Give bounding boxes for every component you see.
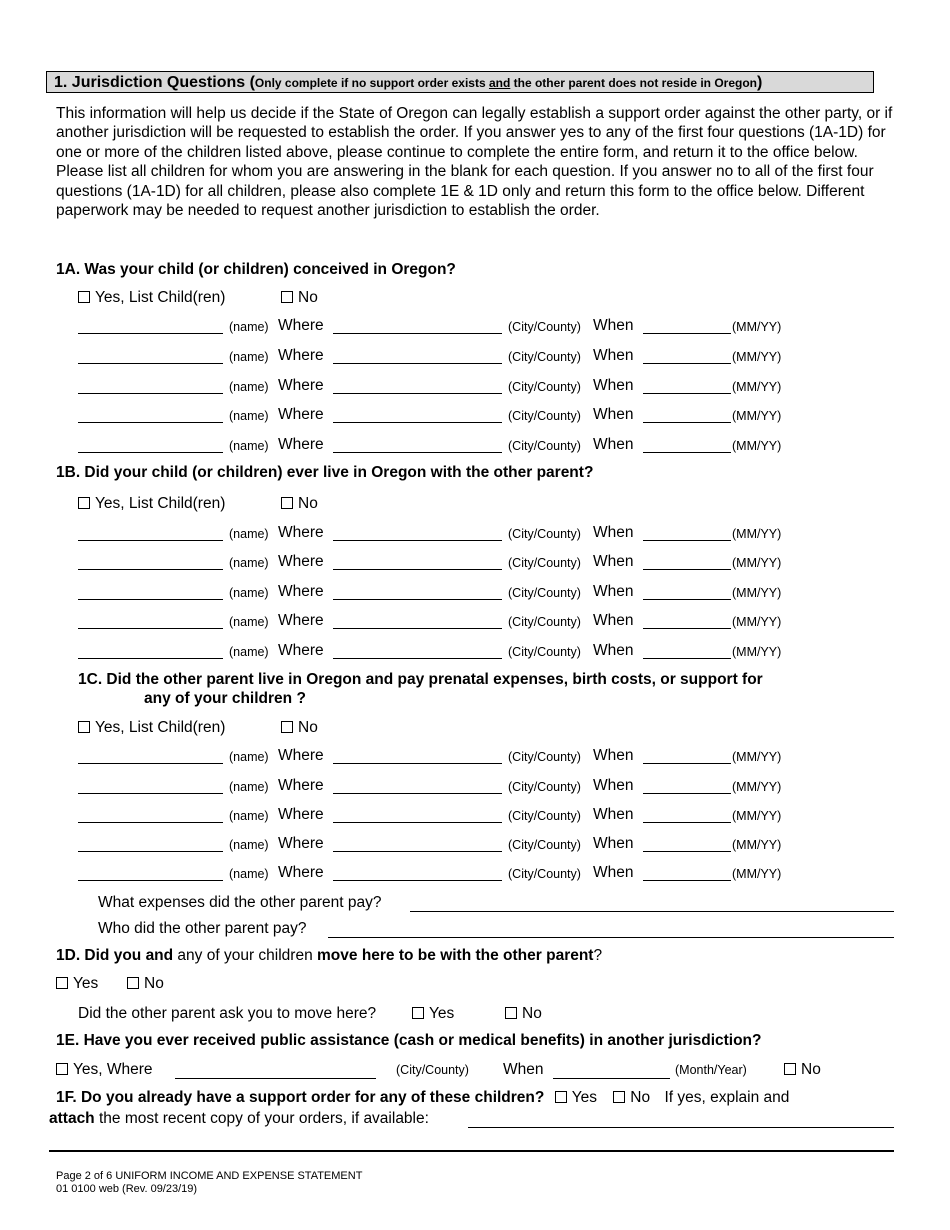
child-name-field[interactable] [78, 333, 223, 334]
mmyy-label: (MM/YY) [732, 780, 782, 794]
when-label: When [593, 642, 634, 659]
when-label: When [593, 377, 634, 394]
ask-move-no[interactable]: No [505, 1005, 542, 1023]
child-name-field[interactable] [78, 628, 223, 629]
child-row-1c-1 [78, 747, 798, 765]
when-field[interactable] [643, 540, 731, 541]
where-field[interactable] [333, 540, 502, 541]
no-option-1c[interactable]: No [281, 719, 318, 737]
question-1c-line1: 1C. Did the other parent live in Oregon and pay prenatal expenses, birth costs, or support for [78, 671, 763, 688]
when-label: When [593, 583, 634, 600]
when-field[interactable] [643, 628, 731, 629]
name-label: (name) [229, 615, 269, 629]
when-field[interactable] [643, 763, 731, 764]
city-county-label: (City/County) [508, 350, 581, 364]
child-name-field[interactable] [78, 393, 223, 394]
child-name-field[interactable] [78, 851, 223, 852]
child-row-1a-1 [78, 317, 798, 335]
checkbox-support-order-yes[interactable] [555, 1091, 567, 1103]
city-county-label: (City/County) [508, 527, 581, 541]
question-1c-line2: any of your children ? [144, 690, 306, 707]
assistance-yes[interactable]: Yes, Where [56, 1061, 153, 1079]
assistance-when-label: When [503, 1061, 544, 1078]
child-row-1a-4 [78, 406, 798, 424]
mmyy-label: (MM/YY) [732, 838, 782, 852]
where-label: Where [278, 612, 324, 629]
where-label: Where [278, 835, 324, 852]
question-1e: 1E. Have you ever received public assistance (cash or medical benefits) in another jurisdiction? [56, 1032, 762, 1049]
no-option-1b[interactable]: No [281, 495, 318, 513]
mmyy-label: (MM/YY) [732, 439, 782, 453]
when-label: When [593, 612, 634, 629]
support-order-no[interactable]: No [613, 1089, 650, 1106]
checkbox-ask-move-yes[interactable] [412, 1007, 424, 1019]
mmyy-label: (MM/YY) [732, 350, 782, 364]
question-1b: 1B. Did your child (or children) ever live in Oregon with the other parent? [56, 464, 594, 481]
checkbox-yes-1b[interactable] [78, 497, 90, 509]
checkbox-yes-1c[interactable] [78, 721, 90, 733]
section-note: Only complete if no support order exists and the other parent does not reside in Oregon [254, 76, 758, 90]
mmyy-label: (MM/YY) [732, 556, 782, 570]
where-field[interactable] [333, 393, 502, 394]
where-label: Where [278, 583, 324, 600]
mmyy-label: (MM/YY) [732, 320, 782, 334]
child-name-field[interactable] [78, 569, 223, 570]
section-header: 1. Jurisdiction Questions (Only complete if no support order exists and the other parent does not reside in Oregon) [46, 71, 874, 93]
when-label: When [593, 436, 634, 453]
assistance-month-year-label: (Month/Year) [675, 1063, 747, 1077]
name-label: (name) [229, 645, 269, 659]
where-field[interactable] [333, 599, 502, 600]
city-county-label: (City/County) [508, 780, 581, 794]
footer-line-1: Page 2 of 6 UNIFORM INCOME AND EXPENSE STATEMENT [56, 1170, 363, 1182]
mmyy-label: (MM/YY) [732, 380, 782, 394]
ask-move-yes[interactable]: Yes [412, 1005, 454, 1023]
child-row-1a-5 [78, 436, 798, 454]
child-row-1b-1 [78, 524, 798, 542]
when-field[interactable] [643, 569, 731, 570]
city-county-label: (City/County) [508, 838, 581, 852]
when-label: When [593, 406, 634, 423]
yes-option-1c[interactable]: Yes, List Child(ren) [78, 719, 225, 737]
name-label: (name) [229, 586, 269, 600]
child-row-1b-2 [78, 553, 798, 571]
where-field[interactable] [333, 851, 502, 852]
where-field[interactable] [333, 793, 502, 794]
when-label: When [593, 524, 634, 541]
child-row-1b-4 [78, 612, 798, 630]
assistance-when-field[interactable] [553, 1078, 670, 1079]
city-county-label: (City/County) [508, 556, 581, 570]
child-row-1a-3 [78, 377, 798, 395]
checkbox-assistance-no[interactable] [784, 1063, 796, 1075]
when-label: When [593, 864, 634, 881]
where-label: Where [278, 436, 324, 453]
child-row-1a-2 [78, 347, 798, 365]
where-field[interactable] [333, 763, 502, 764]
child-name-field[interactable] [78, 822, 223, 823]
where-field[interactable] [333, 822, 502, 823]
name-label: (name) [229, 750, 269, 764]
when-label: When [593, 747, 634, 764]
city-county-label: (City/County) [508, 409, 581, 423]
child-name-field[interactable] [78, 363, 223, 364]
checkbox-no-1a[interactable] [281, 291, 293, 303]
where-label: Where [278, 747, 324, 764]
section-title: 1. Jurisdiction Questions ( [54, 74, 255, 91]
child-name-field[interactable] [78, 599, 223, 600]
checkbox-ask-move-no[interactable] [505, 1007, 517, 1019]
name-label: (name) [229, 867, 269, 881]
city-county-label: (City/County) [508, 750, 581, 764]
child-name-field[interactable] [78, 658, 223, 659]
mmyy-label: (MM/YY) [732, 527, 782, 541]
when-field[interactable] [643, 422, 731, 423]
name-label: (name) [229, 380, 269, 394]
when-label: When [593, 777, 634, 794]
when-label: When [593, 347, 634, 364]
yes-option-1a[interactable]: Yes, List Child(ren) [78, 289, 225, 307]
no-option-1d[interactable]: No [127, 975, 164, 993]
where-field[interactable] [333, 658, 502, 659]
assistance-where-field[interactable] [175, 1078, 376, 1079]
where-label: Where [278, 524, 324, 541]
name-label: (name) [229, 809, 269, 823]
child-row-1b-3 [78, 583, 798, 601]
name-label: (name) [229, 527, 269, 541]
mmyy-label: (MM/YY) [732, 645, 782, 659]
when-label: When [593, 553, 634, 570]
who-paid-question: Who did the other parent pay? [98, 920, 307, 937]
when-field[interactable] [643, 333, 731, 334]
child-row-1c-4 [78, 835, 798, 853]
who-paid-field[interactable] [328, 937, 894, 938]
city-county-label: (City/County) [508, 645, 581, 659]
footer-divider [49, 1150, 894, 1152]
city-county-label: (City/County) [508, 615, 581, 629]
name-label: (name) [229, 838, 269, 852]
ask-move-row [78, 1005, 598, 1023]
child-name-field[interactable] [78, 540, 223, 541]
checkbox-no-1c[interactable] [281, 721, 293, 733]
child-row-1c-3 [78, 806, 798, 824]
ask-move-question: Did the other parent ask you to move here? [78, 1005, 377, 1022]
where-label: Where [278, 553, 324, 570]
checkbox-assistance-yes[interactable] [56, 1063, 68, 1075]
city-county-label: (City/County) [508, 439, 581, 453]
where-label: Where [278, 642, 324, 659]
when-label: When [593, 317, 634, 334]
where-field[interactable] [333, 422, 502, 423]
where-label: Where [278, 806, 324, 823]
where-field[interactable] [333, 880, 502, 881]
where-label: Where [278, 406, 324, 423]
expenses-question: What expenses did the other parent pay? [98, 894, 382, 911]
attach-line: attach the most recent copy of your orders, if available: [49, 1110, 429, 1127]
mmyy-label: (MM/YY) [732, 615, 782, 629]
assistance-row [56, 1061, 836, 1081]
question-1f: 1F. Do you already have a support order for any of these children? Yes No If yes, explain and [56, 1089, 790, 1106]
name-label: (name) [229, 409, 269, 423]
when-field[interactable] [643, 658, 731, 659]
child-row-1c-5 [78, 864, 798, 882]
checkbox-no-1d[interactable] [127, 977, 139, 989]
name-label: (name) [229, 320, 269, 334]
child-name-field[interactable] [78, 763, 223, 764]
checkbox-no-1b[interactable] [281, 497, 293, 509]
mmyy-label: (MM/YY) [732, 409, 782, 423]
explain-text: If yes, explain and [664, 1089, 790, 1106]
support-order-yes[interactable]: Yes [555, 1089, 597, 1106]
city-county-label: (City/County) [508, 320, 581, 334]
city-county-label: (City/County) [508, 867, 581, 881]
yes-option-1b[interactable]: Yes, List Child(ren) [78, 495, 225, 513]
when-field[interactable] [643, 363, 731, 364]
where-label: Where [278, 777, 324, 794]
where-label: Where [278, 317, 324, 334]
mmyy-label: (MM/YY) [732, 809, 782, 823]
where-field[interactable] [333, 333, 502, 334]
where-field[interactable] [333, 628, 502, 629]
question-1a: 1A. Was your child (or children) conceived in Oregon? [56, 261, 456, 278]
when-field[interactable] [643, 880, 731, 881]
where-label: Where [278, 864, 324, 881]
intro-paragraph: This information will help us decide if the State of Oregon can legally establish a support order against the other party, or if another jurisdiction will be requested to establish the order. If you answer yes to any of the first four questions (1A-1D) for one or more of the children listed above, please continue to complete the entire form, and return it to the office below. Please list all children for whom you are answering in the blank for each question. If you answer no to all of the first four questions (1A-1D) for all children, please also complete 1E & 1D only and return this form to the office below. Different paperwork may be needed to request another jurisdiction to establish the order. [56, 105, 893, 220]
child-name-field[interactable] [78, 880, 223, 881]
name-label: (name) [229, 350, 269, 364]
city-county-label: (City/County) [508, 380, 581, 394]
where-field[interactable] [333, 569, 502, 570]
when-field[interactable] [643, 851, 731, 852]
footer [56, 1170, 362, 1196]
checkbox-yes-1a[interactable] [78, 291, 90, 303]
when-field[interactable] [643, 452, 731, 453]
name-label: (name) [229, 556, 269, 570]
where-field[interactable] [333, 452, 502, 453]
where-label: Where [278, 347, 324, 364]
question-1d: 1D. Did you and any of your children move here to be with the other parent? [56, 947, 603, 964]
mmyy-label: (MM/YY) [732, 586, 782, 600]
child-row-1c-2 [78, 777, 798, 795]
when-field[interactable] [643, 599, 731, 600]
where-label: Where [278, 377, 324, 394]
city-county-label: (City/County) [508, 809, 581, 823]
footer-line-2: 01 0100 web (Rev. 09/23/19) [56, 1183, 198, 1195]
name-label: (name) [229, 439, 269, 453]
when-field[interactable] [643, 393, 731, 394]
when-label: When [593, 835, 634, 852]
checkbox-support-order-no[interactable] [613, 1091, 625, 1103]
mmyy-label: (MM/YY) [732, 750, 782, 764]
support-order-explain-field[interactable] [468, 1127, 894, 1128]
assistance-city-county-label: (City/County) [396, 1063, 469, 1077]
child-row-1b-5 [78, 642, 798, 660]
checkbox-yes-1d[interactable] [56, 977, 68, 989]
no-option-1a[interactable]: No [281, 289, 318, 307]
name-label: (name) [229, 780, 269, 794]
child-name-field[interactable] [78, 422, 223, 423]
mmyy-label: (MM/YY) [732, 867, 782, 881]
when-field[interactable] [643, 793, 731, 794]
expenses-field[interactable] [410, 911, 894, 912]
when-field[interactable] [643, 822, 731, 823]
when-label: When [593, 806, 634, 823]
child-name-field[interactable] [78, 452, 223, 453]
city-county-label: (City/County) [508, 586, 581, 600]
child-name-field[interactable] [78, 793, 223, 794]
where-field[interactable] [333, 363, 502, 364]
yes-option-1d[interactable]: Yes [56, 975, 98, 993]
assistance-no[interactable]: No [784, 1061, 821, 1079]
